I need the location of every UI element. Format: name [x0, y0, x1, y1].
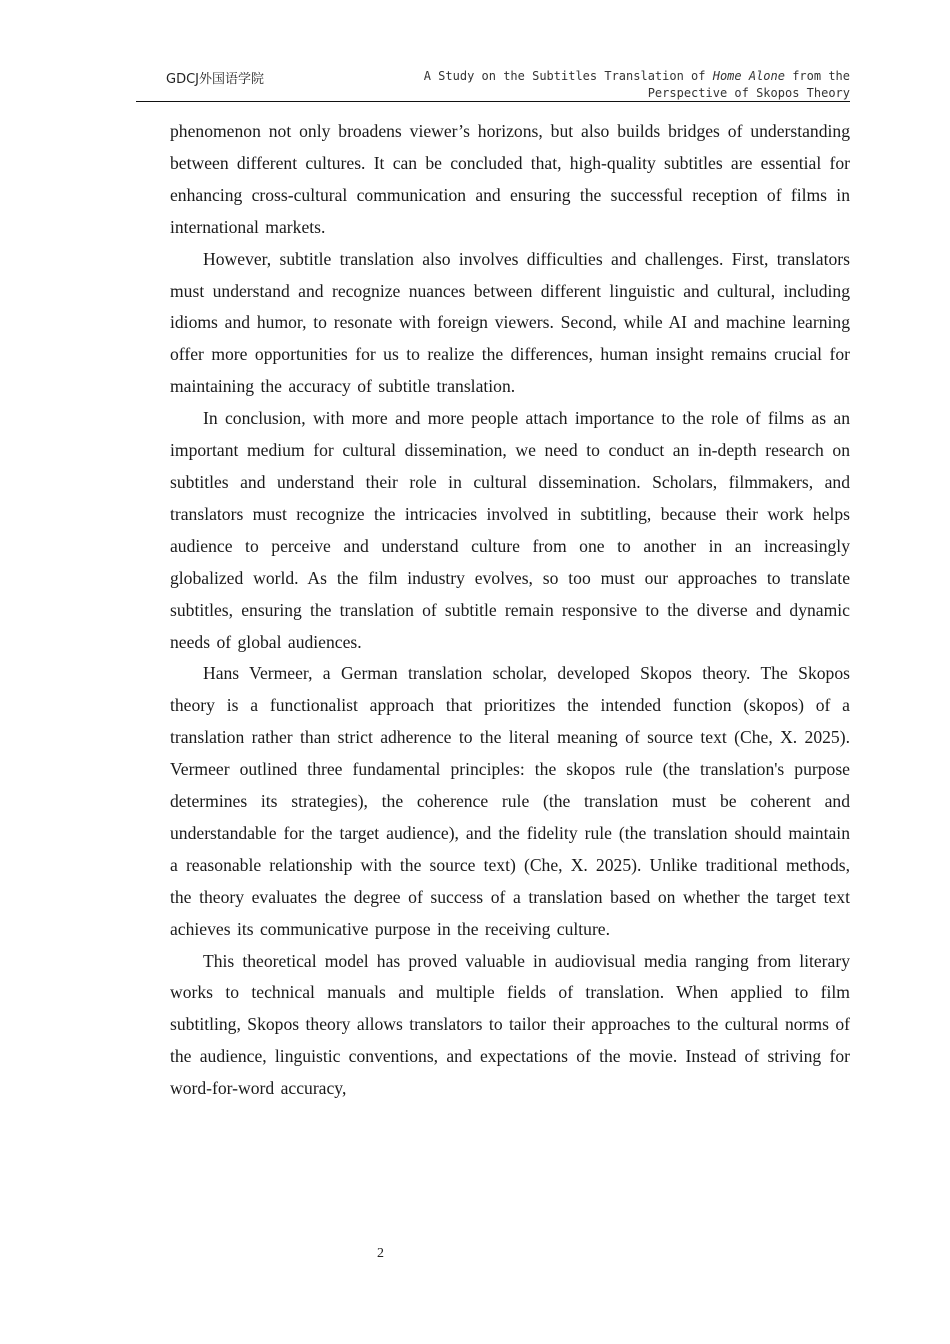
- header-divider: [136, 101, 850, 102]
- paragraph-continuation: phenomenon not only broadens viewer’s horizons, but also builds bridges of understanding between different cultures. It can be concluded that, high-quality subtitles are essential for enhancing cross-cultural communication and ensuring the successful reception of films in international markets.: [170, 121, 850, 237]
- paragraph-skopos-theory: Hans Vermeer, a German translation scholar, developed Skopos theory. The Skopos theory is a functionalist approach that prioritizes the intended function (skopos) of a translation rather than strict adherence to the literal meaning of source text (Che, X. 2025). Vermeer outlined three fundamental principles: the skopos rule (the translation's purpose determines its strategies), the coherence rule (the translation must be coherent and understandable for the target audience), and the fidelity rule (the translation should maintain a reasonable relationship with the source text) (Che, X. 2025). Unlike traditional methods, the theory evaluates the degree of success of a translation based on whether the target text achieves its communicative purpose in the receiving culture.: [170, 663, 850, 939]
- header-title-prefix: A Study on the Subtitles Translation of: [423, 69, 713, 83]
- body-text: [170, 116, 850, 1105]
- paragraph-challenges: However, subtitle translation also involves difficulties and challenges. First, translators must understand and recognize nuances between different linguistic and cultural, including idioms and humor, to resonate with foreign viewers. Second, while AI and machine learning offer more opportunities for us to realize the differences, human insight remains crucial for maintaining the accuracy of subtitle translation.: [170, 248, 850, 397]
- paragraph-theoretical-model: This theoretical model has proved valuable in audiovisual media ranging from literary works to technical manuals and multiple fields of translation. When applied to film subtitling, Skopos theory allows translators to tailor their approaches to the cultural norms of the audience, linguistic conventions, and expectations of the movie. Instead of striving for word-for-word accuracy,: [170, 950, 850, 1099]
- header-title-suffix: from the: [784, 69, 850, 83]
- header-film-title: Home Alone: [712, 69, 785, 83]
- header-institution: GDCJ外国语学院: [166, 72, 264, 87]
- page-number: 2: [377, 1246, 384, 1261]
- paragraph-conclusion: In conclusion, with more and more people attach importance to the role of films as an important medium for cultural dissemination, we need to conduct an in-depth research on subtitles and understand their role in cultural dissemination. Scholars, filmmakers, and translators must recognize the intricacies involved in subtitling, because their work helps audience to perceive and understand culture from one to another in an increasingly globalized world. As the film industry evolves, so too must our approaches to translate subtitles, ensuring the translation of subtitle remain responsive to the diverse and dynamic needs of global audiences.: [170, 408, 850, 652]
- header-running-title: [390, 68, 850, 102]
- header-title-line2: Perspective of Skopos Theory: [647, 86, 850, 100]
